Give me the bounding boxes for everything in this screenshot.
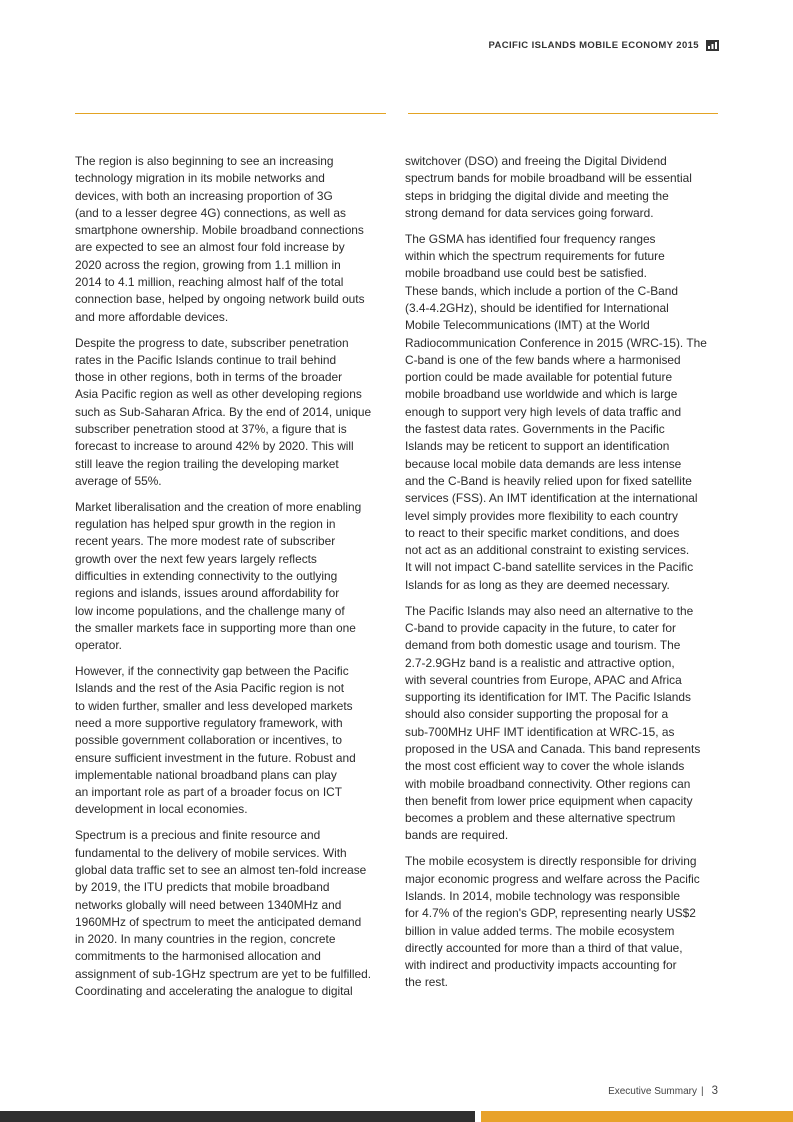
paragraph-digital-switchover: switchover (DSO) and freeing the Digital Dividend spectrum bands for mobile broadband will be essential steps in bridging the digital divide and meeting the strong demand for data services going forward. [405,154,692,220]
paragraph-mobile-ecosystem: The mobile ecosystem is directly responsible for driving major economic progress and welfare across the Pacific Islands. In 2014, mobile technology was responsible for 4.7% of the region's GDP, representing nearly US$2 billion in value added terms. The mobile ecosystem directly accounted for more than a third of that value, with indirect and productivity impacts accounting for the rest. [405,854,700,990]
right-column [405,153,723,1000]
paragraph-market-liberalisation: Market liberalisation and the creation of more enabling regulation has helped spur growth in the region in recent years. The more modest rate of subscriber growth over the next few years largely reflects difficulties in extending connectivity to the outlying regions and islands, issues around affordability for low income populations, and the challenge many of the smaller markets face in supporting more than one operator. [75,499,362,653]
paragraph-spectrum: Spectrum is a precious and finite resource and fundamental to the delivery of mobile services. With global data traffic set to see an almost ten-fold increase by 2019, the ITU predicts that mobile broadband networks globally will need between 1340MHz and 1960MHz of spectrum to meet the anticipated demand in 2020. In many countries in the region, concrete commitments to the harmonised allocation and assignment of sub-1GHz spectrum are yet to be fulfilled. Coordinating and accelerating the analogue to digital [75,828,372,999]
footer-bar-orange [481,1111,793,1122]
paragraph-technology-migration: The region is also beginning to see an increasing technology migration in its mobile networks and devices, with both an increasing proportion of 3G (and to a lesser degree 4G) connections, as well as smartphone ownership. Mobile broadband connections are expected to see an almost four fold increase by 2020 across the region, growing from 1.1 million in 2014 to 4.1 million, reaching almost half of the total connection base, helped by ongoing network build outs and more affordable devices. [75,154,365,324]
paragraph-connectivity-gap: However, if the connectivity gap between the Pacific Islands and the rest of the Asia Pacific region is not to widen further, smaller and less developed markets need a more supportive regulatory framework, with possible government collaboration or incentives, to ensure sufficient investment in the future. Robust and implementable national broadband plans can play an important role as part of a broader focus on ICT development in local economies. [75,664,356,817]
footer-bar-dark [0,1111,475,1122]
report-logo-icon [706,40,719,51]
page-footer [608,1085,718,1097]
paragraph-gsma-frequency-ranges: The GSMA has identified four frequency ranges within which the spectrum requirements for future mobile broadband use could best be satisfied. These bands, which include a portion of the C-Band (3.4-4.2GHz), should be identified for International Mobile Telecommunications (IMT) at the World Radiocommunication Conference in 2015 (WRC-15). The C-band is one of the few bands where a harmonised portion could be made available for potential future mobile broadband use worldwide and which is large enough to support very high levels of data traffic and the fastest data rates. Governments in the Pacific Islands may be reticent to support an identification because local mobile data demands are less intense and the C-Band is heavily relied upon for fixed satellite services (FSS). An IMT identification at the international level simply provides more flexibility to each country to react to their specific market conditions, and does not act as an additional constraint to existing services. It will not impact C-band satellite services in the Pacific Islands for as long as they are deemed necessary. [405,231,707,592]
paragraph-alternative-bands: The Pacific Islands may also need an alternative to the C-band to provide capacity in the future, to cater for demand from both domestic usage and tourism. The 2.7-2.9GHz band is a realistic and attractive option, with several countries from Europe, APAC and Africa supporting its identification for IMT. The Pacific Islands should also consider supporting the proposal for a sub-700MHz UHF IMT identification at WRC-15, as proposed in the USA and Canada. This band represents the most cost efficient way to cover the whole islands with mobile broadband connectivity. Other regions can then benefit from lower price equipment when capacity becomes a problem and these alternative spectrum bands are required. [405,603,701,843]
paragraph-subscriber-penetration: Despite the progress to date, subscriber penetration rates in the Pacific Islands continue to trail behind those in other regions, both in terms of the broader Asia Pacific region as well as other developing regions such as Sub-Saharan Africa. By the end of 2014, unique subscriber penetration stood at 37%, a figure that is forecast to increase to around 42% by 2020. This will still leave the region trailing the developing market average of 55%. [75,335,372,488]
footer-section-label: Executive Summary [608,1086,697,1097]
header-title: PACIFIC ISLANDS MOBILE ECONOMY 2015 [488,40,699,51]
left-column-divider [75,113,386,114]
left-column [75,153,391,1009]
right-column-divider [408,113,718,114]
page-number: 3 [711,1085,718,1097]
footer-separator: | [700,1086,704,1097]
